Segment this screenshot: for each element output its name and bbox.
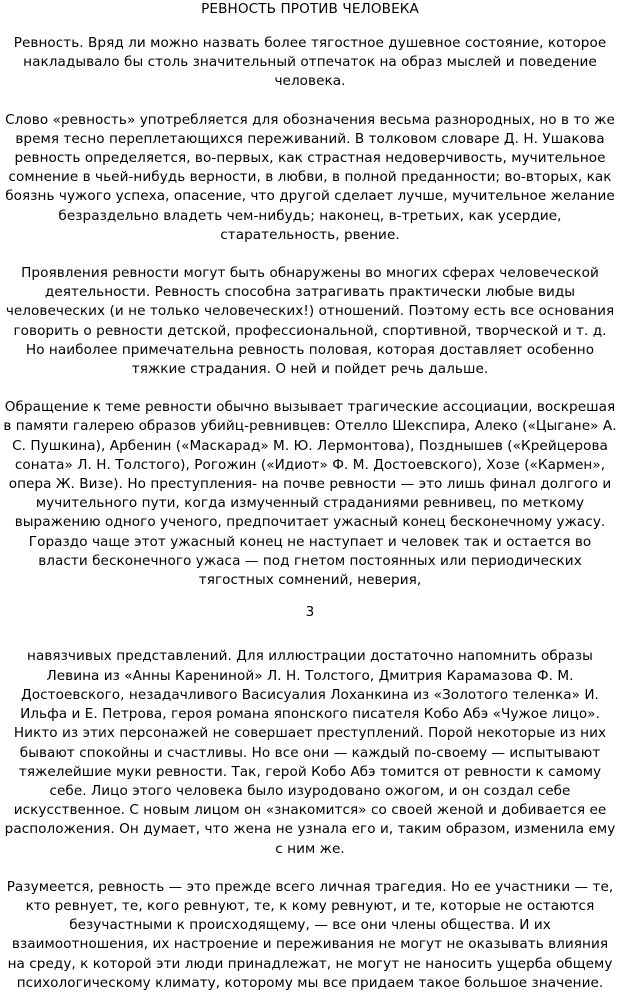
paragraph-continuation: навязчивых представлений. Для иллюстрации достаточно напомнить образы Левина из «Анны Карениной» Л. Н. Толстого, Дмитрия Карамазова Ф. М. Достоевского, незадачливого Васисуалия Лоханкина из «Золотого теленка» И. Ильфа и Е. Петрова, героя романа японского писателя Кобо Абэ «Чужое лицо». Никто из этих персонажей не совершает преступлений. Порой некоторые из них бывают спокойны и счастливы. Но все они — каждый по-своему — испытывают тяжелейшие муки ревности. Так, герой Кобо Абэ томится от ревности к самому себе. Лицо этого человека было изуродовано ожогом, и он создал себе искусственное. С новым лицом он «знакомится» со своей женой и добивается ее расположения. Он думает, что жена не узнала его и, таким образом, изменила ему с ним же. [4, 648, 616, 857]
paragraph-definition: Слово «ревность» употребляется для обозначения весьма разнородных, но в то же время тесно переплетающихся переживаний. В толковом словаре Д. Н. Ушакова ревность определяется, во-первых, как страстная недоверчивость, мучительное сомнение в чьей-нибудь верности, в любви, в полной преданности; во-вторых, как боязнь чужого успеха, опасение, что другой сделает лучше, мучительное желание безраздельно владеть чем-нибудь; наконец, в-третьих, как усердие, старательность, рвение. [5, 111, 615, 243]
paragraph-tragedy: Разумеется, ревность — это прежде всего личная трагедия. Но ее участники — те, кто ревнует, те, кого ревнуют, те, к кому ревнуют, и те, которые не остаются безучастными к происходящему, — все они члены общества. И их взаимоотношения, их настроение и переживания не могут не оказывать влияния на среду, к которой эти люди принадлежат, не могут не наносить ущерба общему психологическому климату, которому мы все придаем такое большое значение. [6, 878, 614, 991]
paragraph-intro: Ревность. Вряд ли можно назвать более тягостное душевное состояние, которое накладывало бы столь значительный отпечаток на образ мыслей и поведение человека. [13, 35, 607, 90]
spacer [2, 590, 618, 603]
document-title: РЕВНОСТЬ ПРОТИВ ЧЕЛОВЕКА [201, 1, 419, 17]
spacer [2, 379, 618, 398]
spacer [2, 18, 618, 34]
page-number: 3 [305, 604, 315, 621]
spacer [2, 622, 618, 647]
spacer [2, 245, 618, 264]
paragraph-associations: Обращение к теме ревности обычно вызывает трагические ассоциации, воскрешая в памяти галерею образов убийц-ревнивцев: Отелло Шекспира, Алеко («Цыгане» А. С. Пушкина), Арбенин («Маскарад» М. Ю. Лермонтова), Позднышев («Крейцерова соната» Л. Н. Толстого), Рогожин («Идиот» Ф. М. Достоевского), Хозе («Кармен», опера Ж. Визе). Но преступления- на почве ревности — это лишь финал долгого и мучительного пути, когда измученный страданиями ревнивец, по меткому выражению одного ученого, предпочитает ужасный конец бесконечному ужасу. Гораздо чаще этот ужасный конец не наступает и человек так и остается во власти бесконечного ужаса — под гнетом постоянных или периодических тягостных сомнений, неверия, [3, 399, 617, 589]
spacer [2, 92, 618, 111]
spacer [2, 859, 618, 878]
paragraph-manifestations: Проявления ревности могут быть обнаружены во многих сферах человеческой деятельности. Ревность способна затрагивать практически любые виды человеческих (и не только человеческих!) отношений. Поэтому есть все основания говорить о ревности детской, профессиональной, спортивной, творческой и т. д. Но наиболее примечательна ревность половая, которая доставляет особенно тяжкие страдания. О ней и пойдет речь дальше. [5, 265, 615, 378]
